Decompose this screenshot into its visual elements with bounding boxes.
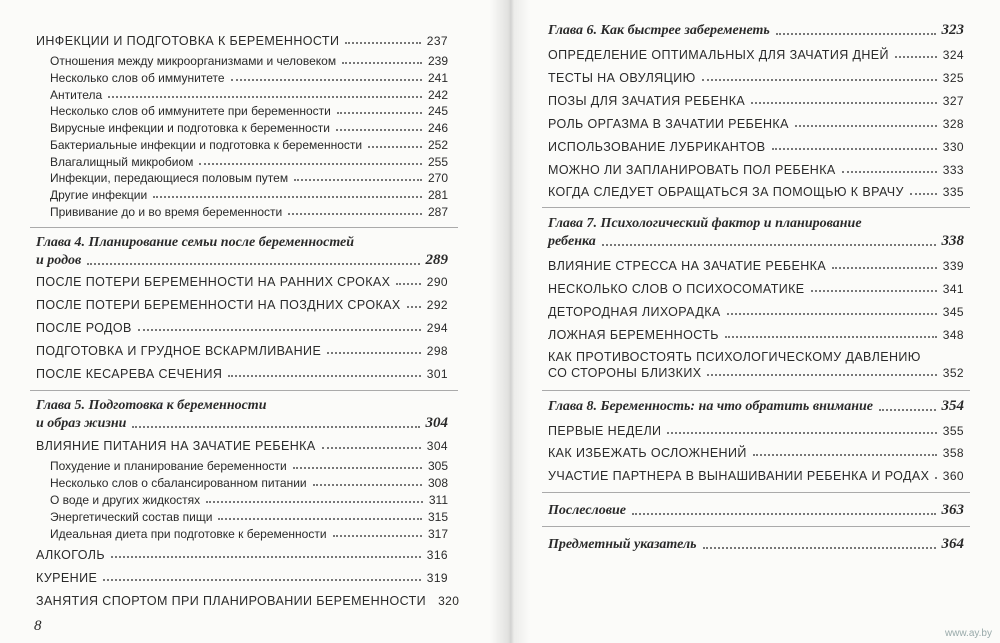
toc-entry — [548, 48, 964, 62]
toc-entry — [36, 571, 448, 585]
toc-entry-page: 241 — [427, 71, 448, 85]
toc-entry — [50, 476, 448, 490]
toc-entry-title: Вирусные инфекции и подготовка к беременности — [50, 121, 330, 135]
toc-entry-title: Отношения между микроорганизмами и человеком — [50, 54, 337, 68]
toc-entry — [548, 185, 964, 199]
chapter-page: 304 — [425, 415, 448, 431]
toc-entry — [36, 439, 448, 453]
toc-entry — [50, 527, 448, 541]
dot-leader — [667, 431, 936, 434]
toc-entry-title: ПОСЛЕ КЕСАРЕВА СЕЧЕНИЯ — [36, 367, 223, 381]
section-divider — [542, 207, 970, 208]
toc-entry-page: 325 — [942, 71, 964, 85]
toc-entry-page: 242 — [427, 88, 448, 102]
toc-entry-title: Инфекции, передающиеся половым путем — [50, 171, 289, 185]
dot-leader — [832, 266, 937, 269]
chapter-title: Глава 4. Планирование семьи после беременностей — [36, 235, 355, 250]
chapter-title-continued: ребенка — [548, 234, 596, 249]
toc-entry — [50, 104, 448, 118]
chapter-page: 354 — [941, 398, 964, 414]
dot-leader — [703, 546, 936, 549]
toc-entry-page: 270 — [427, 171, 448, 185]
toc-entry — [50, 205, 448, 219]
section-divider — [542, 492, 970, 493]
toc-entry-title: Влагалищный микробиом — [50, 155, 194, 169]
toc-entry-title: Антитела — [50, 88, 103, 102]
chapter-page: 338 — [941, 233, 964, 249]
toc-entry-title: ВЛИЯНИЕ ПИТАНИЯ НА ЗАЧАТИЕ РЕБЕНКА — [36, 439, 316, 453]
chapter-heading — [36, 252, 448, 269]
toc-entry — [50, 88, 448, 102]
dot-leader — [132, 425, 419, 428]
toc-entry-title: ИСПОЛЬЗОВАНИЕ ЛУБРИКАНТОВ — [548, 140, 766, 154]
toc-entry-page: 292 — [426, 298, 448, 312]
toc-entry — [50, 510, 448, 524]
toc-entry-title: ЛОЖНАЯ БЕРЕМЕННОСТЬ — [548, 328, 719, 342]
toc-entry-title: Прививание до и во время беременности — [50, 205, 283, 219]
toc-entry-title: УЧАСТИЕ ПАРТНЕРА В ВЫНАШИВАНИИ РЕБЕНКА И РОДАХ — [548, 469, 930, 483]
dot-leader — [407, 305, 421, 308]
toc-entry — [50, 459, 448, 473]
toc-entry — [548, 140, 964, 154]
toc-entry-title-continued: СО СТОРОНЫ БЛИЗКИХ — [548, 366, 702, 380]
toc-entry-page: 360 — [942, 469, 964, 483]
toc-entry-page: 327 — [942, 94, 964, 108]
toc-entry-title: АЛКОГОЛЬ — [36, 548, 105, 562]
dot-leader — [87, 262, 419, 265]
chapter-heading — [36, 398, 448, 414]
toc-entry-page: 290 — [426, 275, 448, 289]
toc-entry — [50, 71, 448, 85]
dot-leader — [772, 147, 937, 150]
toc-entry-title: Другие инфекции — [50, 188, 148, 202]
toc-entry — [548, 446, 964, 460]
dot-leader — [337, 111, 422, 114]
toc-entry — [548, 469, 964, 483]
dot-leader — [879, 408, 936, 411]
watermark: www.ay.by — [944, 628, 992, 639]
dot-leader — [795, 124, 937, 127]
toc-entry — [50, 138, 448, 152]
toc-entry-page: 311 — [428, 493, 448, 507]
toc-entry-title: О воде и других жидкостях — [50, 493, 201, 507]
toc-entry-title: Несколько слов об иммунитете — [50, 71, 225, 85]
toc-entry — [548, 350, 964, 364]
toc-entry-page: 298 — [426, 344, 448, 358]
toc-entry-page: 301 — [426, 367, 448, 381]
index-page: 364 — [941, 536, 964, 552]
toc-entry-title: ОПРЕДЕЛЕНИЕ ОПТИМАЛЬНЫХ ДЛЯ ЗАЧАТИЯ ДНЕЙ — [548, 48, 889, 62]
right-page — [520, 0, 1000, 643]
toc-entry-title: ПЕРВЫЕ НЕДЕЛИ — [548, 424, 662, 438]
toc-entry — [548, 117, 964, 131]
dot-leader — [218, 517, 422, 520]
toc-entry — [36, 34, 448, 48]
chapter-title: Глава 8. Беременность: на что обратить внимание — [548, 399, 873, 414]
chapter-page: 323 — [941, 22, 964, 38]
index-title: Предметный указатель — [548, 537, 697, 552]
dot-leader — [153, 195, 422, 198]
chapter-heading — [36, 415, 448, 432]
dot-leader — [322, 446, 421, 449]
toc-entry-page: 315 — [427, 510, 448, 524]
chapter-heading — [548, 233, 964, 250]
dot-leader — [345, 41, 420, 44]
toc-entry-title: ПОСЛЕ ПОТЕРИ БЕРЕМЕННОСТИ НА РАННИХ СРОКАХ — [36, 275, 391, 289]
dot-leader — [753, 453, 937, 456]
toc-entry-title: КАК ПРОТИВОСТОЯТЬ ПСИХОЛОГИЧЕСКОМУ ДАВЛЕНИЮ — [548, 350, 921, 364]
toc-entry — [548, 328, 964, 342]
dot-leader — [602, 243, 936, 246]
toc-entry — [36, 367, 448, 381]
toc-entry-page: 335 — [942, 185, 964, 199]
dot-leader — [108, 95, 422, 98]
toc-entry — [50, 493, 448, 507]
toc-entry-title: ВЛИЯНИЕ СТРЕССА НА ЗАЧАТИЕ РЕБЕНКА — [548, 259, 827, 273]
toc-entry-page: 348 — [942, 328, 964, 342]
toc-entry-title: КАК ИЗБЕЖАТЬ ОСЛОЖНЕНИЙ — [548, 446, 747, 460]
chapter-heading — [548, 216, 964, 232]
dot-leader — [725, 335, 937, 338]
toc-entry-page: 317 — [427, 527, 448, 541]
toc-entry-title: Похудение и планирование беременности — [50, 459, 287, 473]
afterword-entry — [548, 502, 964, 519]
toc-entry-page: 355 — [942, 424, 964, 438]
index-entry — [548, 536, 964, 553]
toc-entry-page: 333 — [942, 163, 964, 177]
toc-entry-page: 358 — [942, 446, 964, 460]
toc-entry-title: Бактериальные инфекции и подготовка к беременности — [50, 138, 363, 152]
dot-leader — [811, 289, 937, 292]
toc-entry-title: ПОДГОТОВКА И ГРУДНОЕ ВСКАРМЛИВАНИЕ — [36, 344, 322, 358]
toc-entry — [36, 298, 448, 312]
dot-leader — [342, 61, 422, 64]
section-divider — [542, 390, 970, 391]
dot-leader — [707, 373, 936, 376]
toc-entry-page: 305 — [427, 459, 448, 473]
toc-entry — [36, 344, 448, 358]
toc-entry-page: 319 — [426, 571, 448, 585]
toc-entry-title: Несколько слов о сбалансированном питании — [50, 476, 307, 490]
dot-leader — [206, 500, 423, 503]
chapter-heading — [548, 398, 964, 415]
chapter-title-continued: и образ жизни — [36, 416, 127, 431]
toc-entry-title: КОГДА СЛЕДУЕТ ОБРАЩАТЬСЯ ЗА ПОМОЩЬЮ К ВРАЧУ — [548, 185, 904, 199]
section-divider — [542, 526, 970, 527]
toc-entry-title: Идеальная диета при подготовке к беременности — [50, 527, 327, 541]
dot-leader — [776, 32, 936, 35]
toc-entry-page: 252 — [427, 138, 448, 152]
section-divider — [30, 390, 458, 391]
toc-entry — [36, 275, 448, 289]
toc-entry — [50, 171, 448, 185]
dot-leader — [111, 555, 421, 558]
toc-entry-title: НЕСКОЛЬКО СЛОВ О ПСИХОСОМАТИКЕ — [548, 282, 805, 296]
dot-leader — [632, 512, 936, 515]
toc-entry-page: 287 — [427, 205, 448, 219]
toc-entry — [548, 366, 964, 380]
dot-leader — [313, 483, 422, 486]
chapter-page: 289 — [425, 252, 448, 268]
toc-entry-page: 330 — [942, 140, 964, 154]
dot-leader — [103, 578, 421, 581]
toc-entry-page: 255 — [427, 155, 448, 169]
page-number: 8 — [34, 618, 42, 634]
toc-entry-page: 341 — [942, 282, 964, 296]
dot-leader — [751, 101, 937, 104]
toc-entry-page: 345 — [942, 305, 964, 319]
toc-entry — [36, 321, 448, 335]
toc-entry-page: 324 — [942, 48, 964, 62]
dot-leader — [288, 212, 422, 215]
afterword-title: Послесловие — [548, 503, 626, 518]
toc-entry-title: ПОСЛЕ РОДОВ — [36, 321, 132, 335]
toc-entry-page: 294 — [426, 321, 448, 335]
toc-entry — [548, 305, 964, 319]
toc-entry-page: 316 — [426, 548, 448, 562]
toc-entry — [50, 121, 448, 135]
dot-leader — [333, 534, 422, 537]
chapter-title: Глава 7. Психологический фактор и планирование — [548, 216, 862, 231]
toc-entry-page: 320 — [438, 594, 460, 608]
toc-entry-page: 339 — [942, 259, 964, 273]
chapter-heading — [36, 235, 448, 251]
dot-leader — [231, 78, 422, 81]
dot-leader — [199, 162, 422, 165]
dot-leader — [327, 351, 421, 354]
dot-leader — [138, 328, 421, 331]
toc-entry-title: ПОЗЫ ДЛЯ ЗАЧАТИЯ РЕБЕНКА — [548, 94, 746, 108]
toc-entry-title: ИНФЕКЦИИ И ПОДГОТОВКА К БЕРЕМЕННОСТИ — [36, 34, 340, 48]
toc-entry-title: ТЕСТЫ НА ОВУЛЯЦИЮ — [548, 71, 696, 85]
toc-entry — [50, 54, 448, 68]
chapter-heading — [548, 22, 964, 39]
toc-entry-page: 328 — [942, 117, 964, 131]
dot-leader — [368, 145, 422, 148]
toc-entry-title: ПОСЛЕ ПОТЕРИ БЕРЕМЕННОСТИ НА ПОЗДНИХ СРОКАХ — [36, 298, 401, 312]
toc-entry-page: 245 — [427, 104, 448, 118]
dot-leader — [910, 192, 937, 195]
dot-leader — [727, 312, 937, 315]
chapter-title-continued: и родов — [36, 253, 82, 268]
toc-entry-page: 308 — [427, 476, 448, 490]
toc-entry — [548, 163, 964, 177]
dot-leader — [336, 128, 422, 131]
section-divider — [30, 227, 458, 228]
toc-entry — [36, 548, 448, 562]
dot-leader — [935, 476, 936, 479]
toc-entry-title: МОЖНО ЛИ ЗАПЛАНИРОВАТЬ ПОЛ РЕБЕНКА — [548, 163, 836, 177]
dot-leader — [396, 282, 420, 285]
chapter-title: Глава 5. Подготовка к беременности — [36, 398, 267, 413]
toc-entry-title: Энергетический состав пищи — [50, 510, 213, 524]
toc-entry — [548, 259, 964, 273]
toc-entry — [50, 155, 448, 169]
toc-entry — [548, 282, 964, 296]
toc-entry — [548, 71, 964, 85]
toc-entry-title: ДЕТОРОДНАЯ ЛИХОРАДКА — [548, 305, 721, 319]
chapter-title: Глава 6. Как быстрее забеременеть — [548, 23, 770, 38]
afterword-page: 363 — [941, 502, 964, 518]
dot-leader — [294, 178, 422, 181]
toc-entry — [548, 424, 964, 438]
dot-leader — [842, 170, 937, 173]
toc-entry — [36, 594, 460, 608]
toc-entry-page: 281 — [427, 188, 448, 202]
toc-entry — [548, 94, 964, 108]
dot-leader — [702, 78, 937, 81]
dot-leader — [228, 374, 420, 377]
toc-entry-title: РОЛЬ ОРГАЗМА В ЗАЧАТИИ РЕБЕНКА — [548, 117, 789, 131]
dot-leader — [293, 466, 422, 469]
toc-entry-page: 239 — [427, 54, 448, 68]
toc-entry — [50, 188, 448, 202]
toc-entry-title: ЗАНЯТИЯ СПОРТОМ ПРИ ПЛАНИРОВАНИИ БЕРЕМЕННОСТИ — [36, 594, 427, 608]
toc-entry-page: 246 — [427, 121, 448, 135]
toc-entry-page: 352 — [942, 366, 964, 380]
toc-entry-title: Несколько слов об иммунитете при беременности — [50, 104, 331, 118]
toc-entry-title: КУРЕНИЕ — [36, 571, 98, 585]
toc-entry-page: 304 — [426, 439, 448, 453]
dot-leader — [895, 55, 937, 58]
toc-entry-page: 237 — [426, 34, 448, 48]
